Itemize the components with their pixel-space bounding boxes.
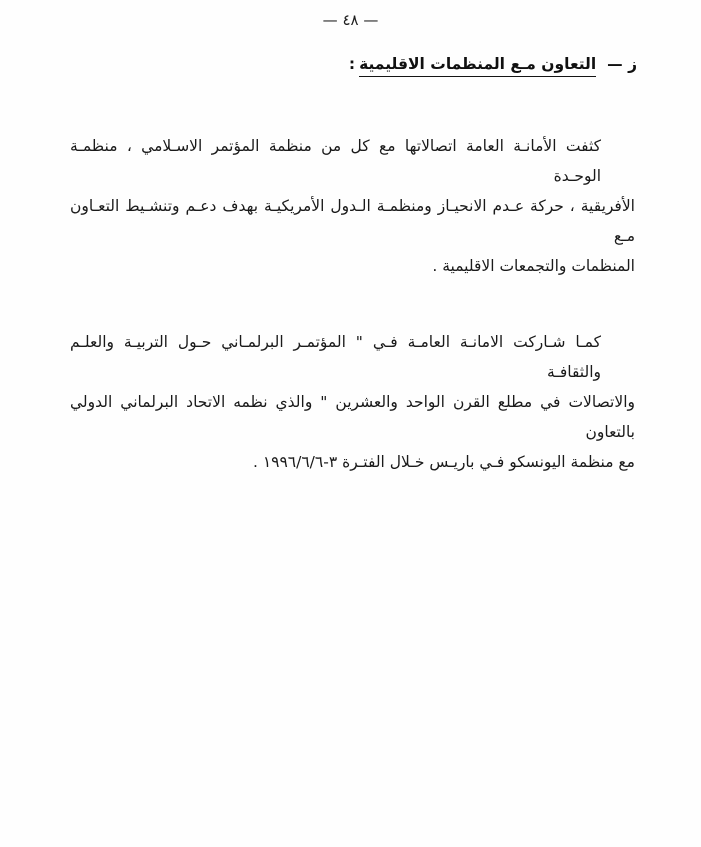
paragraph-1-line-2: الأفريقية ، حركة عـدم الانحيـاز ومنظمـة الـدول الأمريكيـة بهدف دعـم وتنشـيط التعـاون مـع [70,197,635,245]
section-heading-row [70,55,637,73]
paragraph-2-line-3: مع منظمة اليونسكو فـي باريـس خـلال الفتـرة ٣-١٩٩٦/٦/٦ . [252,453,635,471]
paragraph-2-line-2: والاتصالات في مطلع القرن الواحد والعشرين " والذي نظمه الاتحاد البرلماني الدولي بالتعاون [70,393,635,441]
paragraph-2 [70,327,635,477]
paragraph-2-line-1: كمـا شـاركت الامانـة العامـة فـي " المؤتمـر البرلمـاني حـول التربيـة والعلـم والثقافـة [70,333,601,381]
paragraph-1-line-1: كثفت الأمانـة العامة اتصالاتها مع كل من منظمة المؤتمر الاسـلامي ، منظمـة الوحـدة [70,137,601,185]
paragraph-1 [70,131,635,281]
section-heading [349,55,596,73]
section-title: التعاون مـع المنظمات الاقليمية [359,55,596,77]
section-marker: ز — [607,55,637,73]
section-colon: : [348,55,356,73]
paragraph-1-line-3: المنظمات والتجمعات الاقليمية . [432,257,635,275]
page-number: — ٤٨ — [322,11,379,29]
